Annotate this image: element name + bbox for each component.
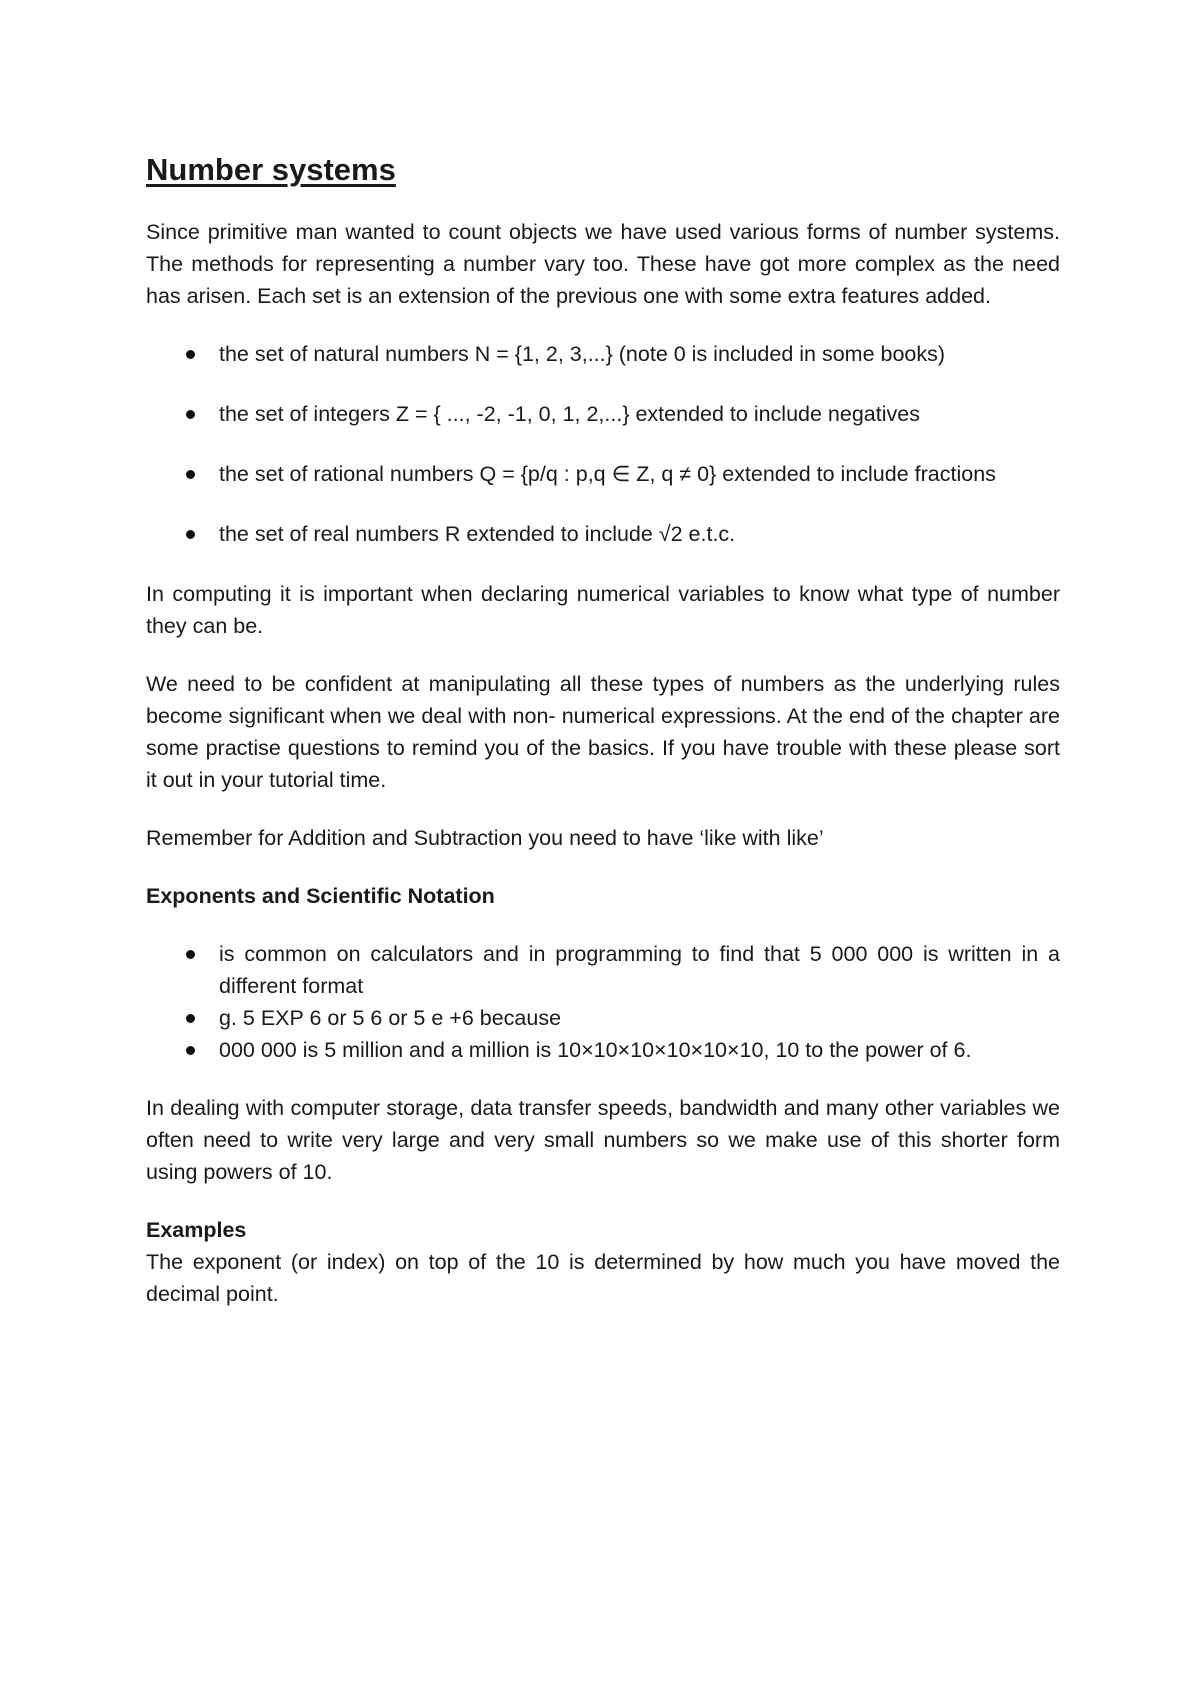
computing-paragraph: In computing it is important when declaring numerical variables to know what type of number they can be.: [146, 582, 1060, 638]
examples-heading: Examples: [146, 1218, 247, 1242]
list-item: the set of integers Z = { ..., -2, -1, 0, 1, 2,...} extended to include negatives: [146, 398, 1060, 430]
list-item: the set of natural numbers N = {1, 2, 3,...} (note 0 is included in some books): [146, 338, 1060, 370]
bullet-icon: [186, 410, 195, 419]
exponents-heading: Exponents and Scientific Notation: [146, 884, 495, 908]
bullet-icon: [186, 1014, 195, 1023]
page-title: Number systems: [146, 152, 396, 187]
list-item: the set of real numbers R extended to include √2 e.t.c.: [146, 518, 1060, 550]
exponents-list: [146, 938, 1060, 1066]
bullet-icon: [186, 950, 195, 959]
examples-paragraph: The exponent (or index) on top of the 10 is determined by how much you have moved the decimal point.: [146, 1250, 1060, 1306]
bullet-icon: [186, 530, 195, 539]
bullet-icon: [186, 350, 195, 359]
remember-paragraph: Remember for Addition and Subtraction you need to have ‘like with like’: [146, 826, 824, 850]
list-item: g. 5 EXP 6 or 5 6 or 5 e +6 because: [146, 1002, 1060, 1034]
number-sets-list: [146, 338, 1060, 550]
list-item: is common on calculators and in programming to find that 5 000 000 is written in a different format: [146, 938, 1060, 1002]
storage-paragraph: In dealing with computer storage, data transfer speeds, bandwidth and many other variables we often need to write very large and very small numbers so we make use of this shorter form using powers of 10.: [146, 1096, 1060, 1184]
bullet-icon: [186, 1046, 195, 1055]
list-item: 000 000 is 5 million and a million is 10×10×10×10×10×10, 10 to the power of 6.: [146, 1034, 1060, 1066]
intro-paragraph: Since primitive man wanted to count objects we have used various forms of number systems. The methods for representing a number vary too. These have got more complex as the need has arisen. Each set is an extension of the previous one with some extra features added.: [146, 220, 1060, 308]
confidence-paragraph: We need to be confident at manipulating all these types of numbers as the underlying rules become significant when we deal with non- numerical expressions. At the end of the chapter are some practise questions to remind you of the basics. If you have trouble with these please sort it out in your tutorial time.: [146, 672, 1060, 792]
bullet-icon: [186, 470, 195, 479]
list-item: the set of rational numbers Q = {p/q : p,q ∈ Z, q ≠ 0} extended to include fractions: [146, 458, 1060, 490]
